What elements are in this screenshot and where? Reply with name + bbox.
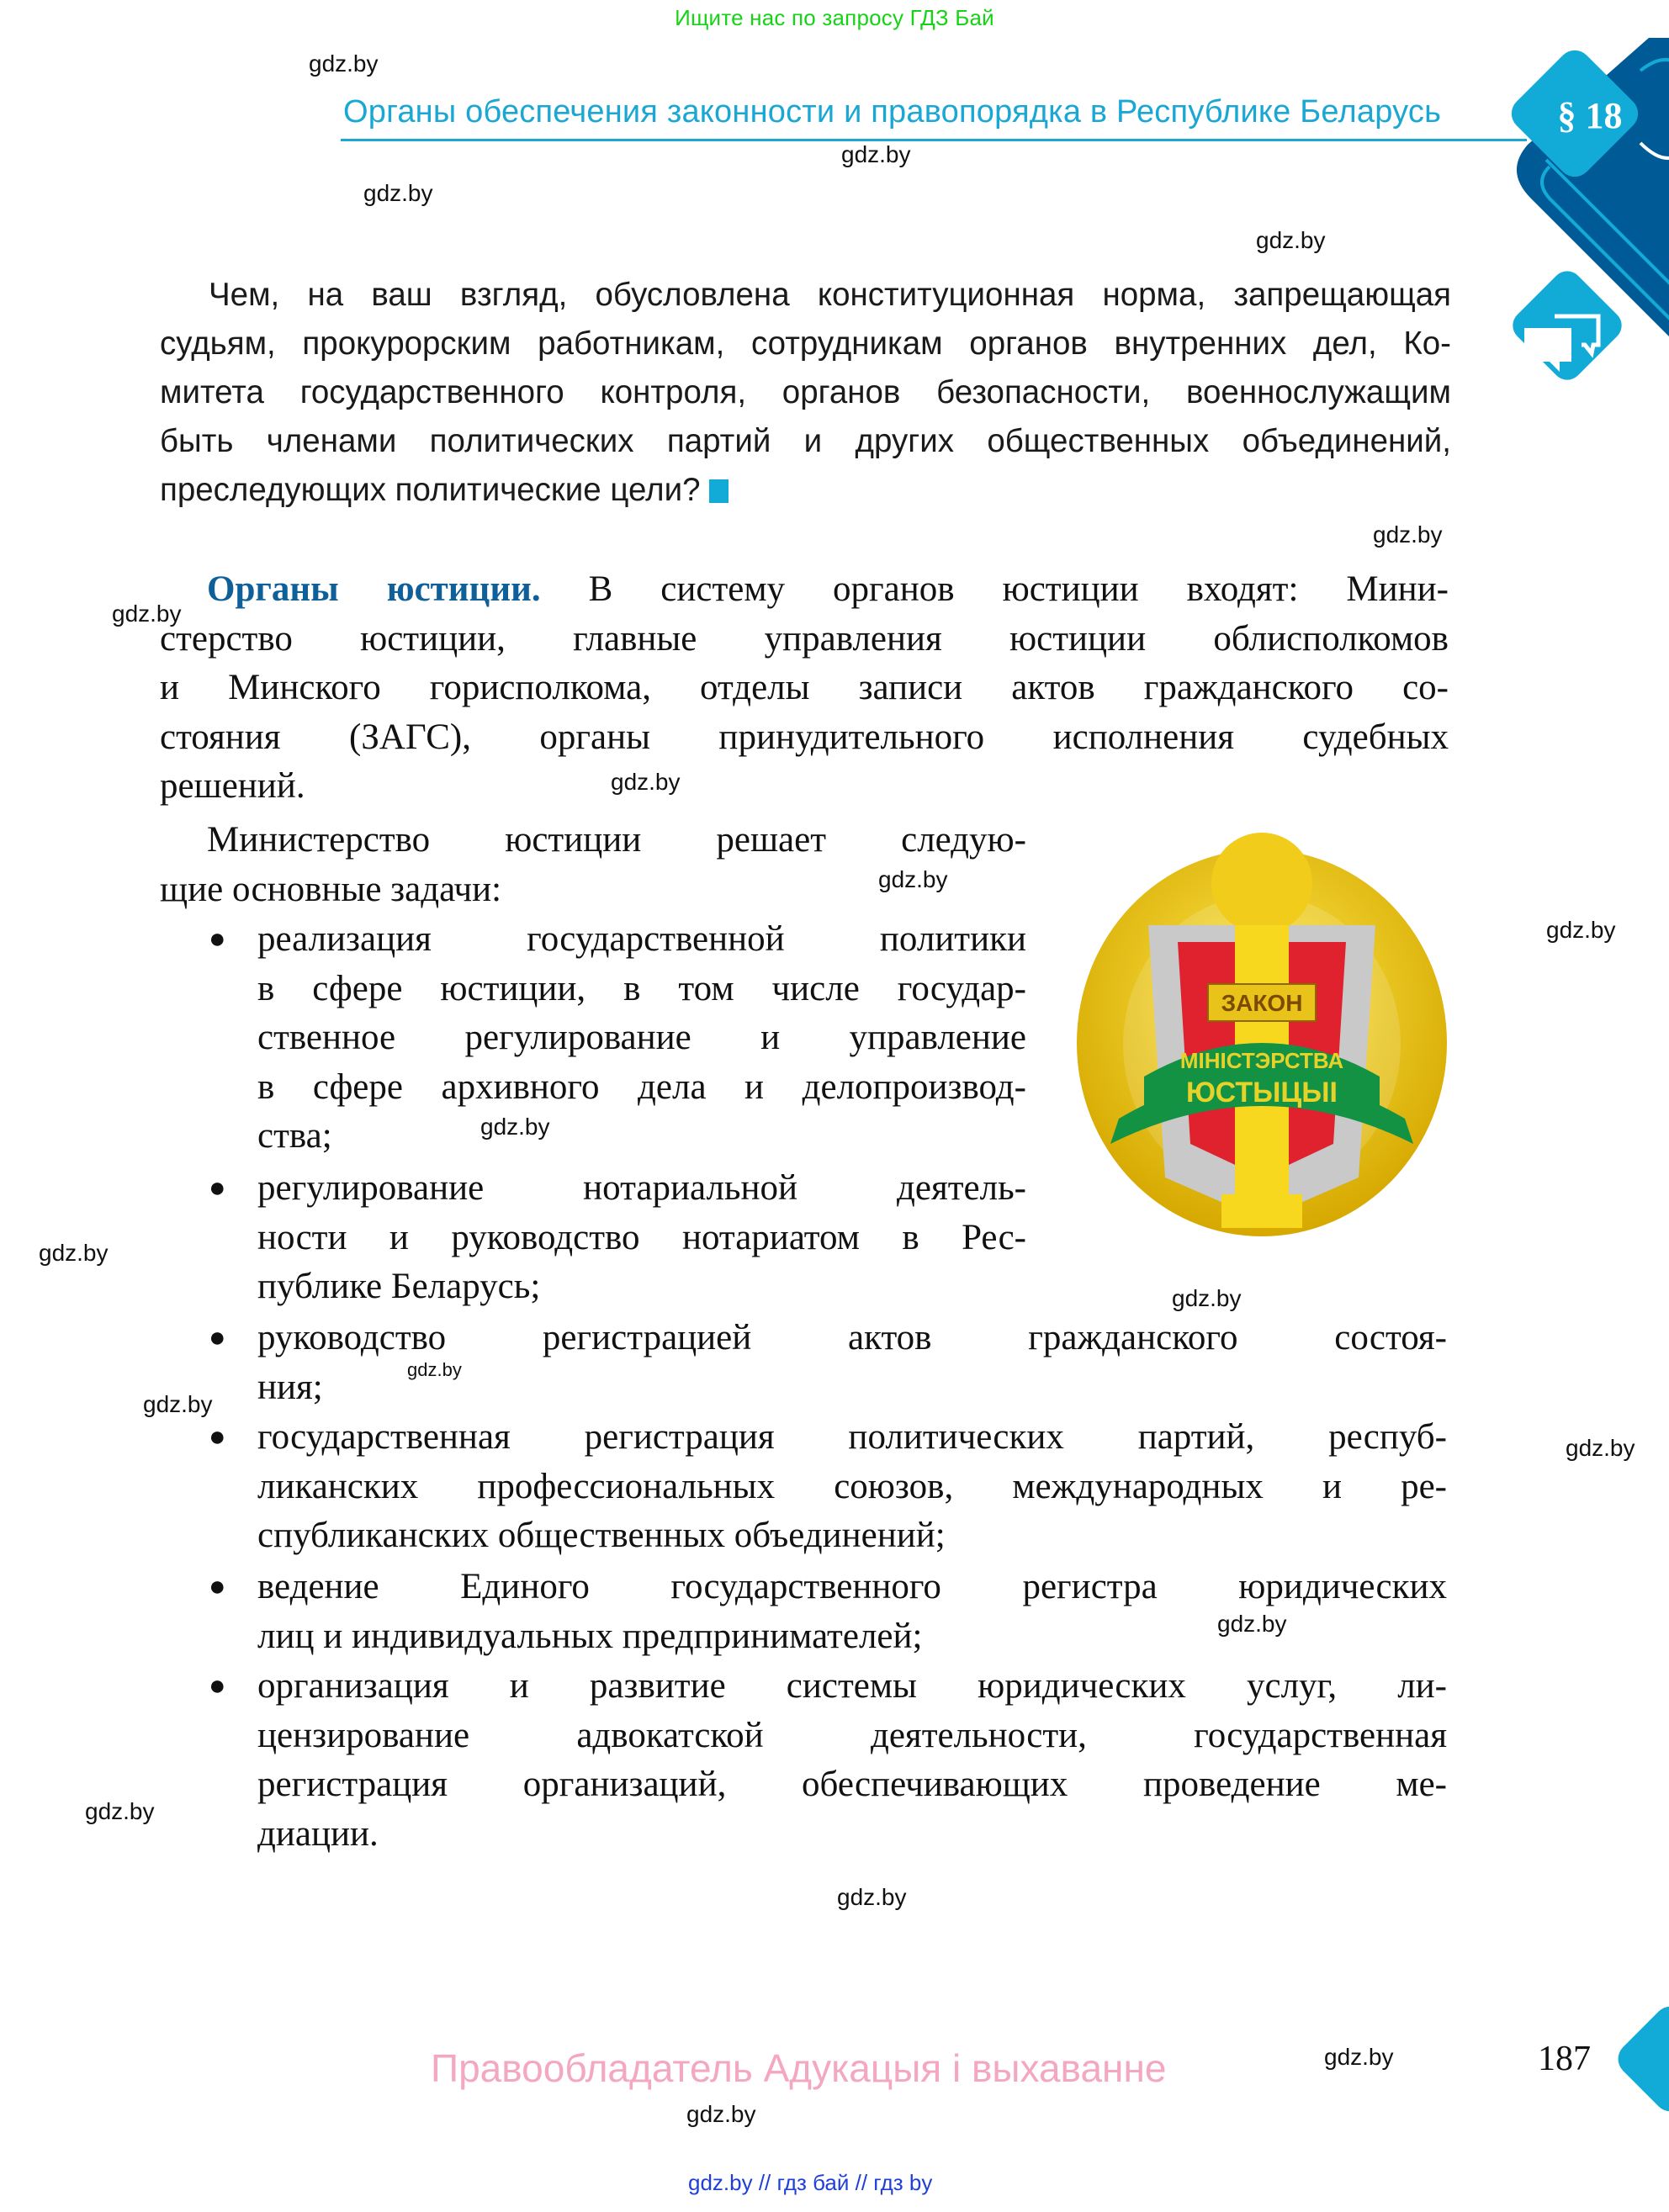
svg-text:ЗАКОН: ЗАКОН	[1221, 990, 1303, 1016]
watermark: gdz.by	[1546, 917, 1616, 943]
watermark: gdz.by	[1566, 1435, 1635, 1461]
task-line: ности и руководство нотариатом в Рес-	[257, 1217, 1026, 1257]
task-line: реализация государственной политики	[257, 919, 1026, 959]
emblem-icon	[1068, 824, 1455, 1245]
watermark: gdz.by	[1324, 2044, 1394, 2070]
task-item	[257, 1164, 1026, 1312]
task-line: руководство регистрацией актов гражданского состоя-	[257, 1318, 1447, 1357]
intro-line	[160, 565, 1449, 615]
intro-line: решений.	[160, 766, 305, 806]
task-item	[257, 915, 1026, 1162]
question-line: Чем, на ваш взгляд, обусловлена конституционная норма, запрещающая	[209, 277, 1451, 313]
task-line: государственная регистрация политических партий, респуб-	[257, 1417, 1447, 1457]
question-line: быть членами политических партий и других общественных объединений,	[160, 423, 1451, 459]
watermark: gdz.by	[878, 866, 948, 892]
page-number: 187	[1538, 2040, 1591, 2078]
footer-links[interactable]: gdz.by // гдз бай // гдз by	[688, 2170, 933, 2195]
question-line-last	[160, 466, 1451, 515]
watermark: gdz.by	[1373, 521, 1443, 548]
watermark: gdz.by	[112, 601, 182, 627]
question-line-text: преследующих политические цели?	[160, 472, 701, 508]
bullet-icon: ●	[209, 1322, 226, 1353]
watermark: gdz.by	[39, 1240, 109, 1266]
watermark: gdz.by	[85, 1798, 155, 1824]
ministry-emblem	[1068, 824, 1455, 1245]
watermark: gdz.by	[1217, 1611, 1287, 1637]
task-line: в сфере юстиции, в том числе государ-	[257, 968, 1026, 1008]
bullet-icon: ●	[209, 1670, 226, 1701]
bullet-icon: ●	[209, 1571, 226, 1602]
ministry-line: Министерство юстиции решает следую-	[207, 820, 1026, 860]
intro-line: стояния (ЗАГС), органы принудительного исполнения судебных	[160, 717, 1449, 757]
intro-line-text: В систему органов юстиции входят: Мини-	[588, 569, 1449, 609]
speech-bubbles-icon	[1521, 306, 1602, 373]
question-line: судьям, прокурорским работникам, сотрудникам органов внутренних дел, Ко-	[160, 325, 1451, 362]
watermark: gdz.by	[1256, 227, 1326, 253]
discussion-question	[160, 271, 1451, 515]
watermark: gdz.by	[1172, 1285, 1242, 1311]
task-line: регистрация организаций, обеспечивающих проведение ме-	[257, 1765, 1447, 1804]
watermark: gdz.by	[309, 50, 379, 77]
watermark: gdz.by	[407, 1359, 462, 1380]
task-line: ства;	[257, 1116, 332, 1156]
task-item	[257, 1662, 1447, 1859]
task-line: лиц и индивидуальных предпринимателей;	[257, 1616, 923, 1656]
intro-line: стерство юстиции, главные управления юстиции облисполкомов	[160, 618, 1449, 659]
section-badge-label: § 18	[1557, 95, 1623, 136]
task-item	[257, 1413, 1447, 1561]
justice-intro	[160, 565, 1449, 812]
watermark: gdz.by	[686, 2101, 756, 2127]
task-line: ния;	[257, 1367, 323, 1407]
question-line: митета государственного контроля, органов безопасности, военнослужащим	[160, 374, 1451, 410]
watermark: gdz.by	[841, 141, 911, 167]
watermark: gdz.by	[837, 1884, 907, 1910]
search-banner: Ищите нас по запросу ГДЗ Бай	[675, 5, 994, 30]
running-title: Органы обеспечения законности и правопорядка в Республике Беларусь	[343, 94, 1442, 130]
watermark: gdz.by	[363, 180, 433, 206]
bullet-icon: ●	[209, 1172, 226, 1204]
task-line: ведение Единого государственного регистра юридических	[257, 1567, 1447, 1606]
svg-text:ЮСТЫЦЫІ: ЮСТЫЦЫІ	[1186, 1077, 1338, 1109]
watermark: gdz.by	[611, 769, 681, 795]
task-line: спубликанских общественных объединений;	[257, 1516, 946, 1555]
task-line: диации.	[257, 1813, 379, 1854]
task-line: ликанских профессиональных союзов, международных и ре-	[257, 1466, 1447, 1506]
end-square-icon	[709, 479, 729, 503]
watermark: gdz.by	[480, 1114, 550, 1140]
task-line: в сфере архивного дела и делопроизвод-	[257, 1066, 1026, 1107]
intro-line: и Минского горисполкома, отделы записи актов гражданского со-	[160, 668, 1449, 707]
task-line: ственное регулирование и управление	[257, 1018, 1026, 1057]
task-line: публике Беларусь;	[257, 1267, 541, 1306]
page-corner-tab	[1611, 1999, 1669, 2118]
ministry-intro	[160, 816, 1026, 914]
term-justice-organs: Органы юстиции.	[207, 569, 541, 609]
svg-text:МІНІСТЭРСТВА: МІНІСТЭРСТВА	[1179, 1048, 1344, 1073]
task-line: организация и развитие системы юридических услуг, ли-	[257, 1666, 1447, 1706]
ministry-line: щие основные задачи:	[160, 869, 502, 909]
watermark: gdz.by	[143, 1391, 213, 1417]
bullet-icon: ●	[209, 923, 226, 955]
copyright-owner: Правообладатель Адукацыя і выхаванне	[431, 2046, 1167, 2090]
task-line: регулирование нотариальной деятель-	[257, 1168, 1026, 1208]
header-rule	[341, 139, 1527, 141]
task-line: цензирование адвокатской деятельности, государственная	[257, 1715, 1447, 1755]
bullet-icon: ●	[209, 1421, 226, 1453]
